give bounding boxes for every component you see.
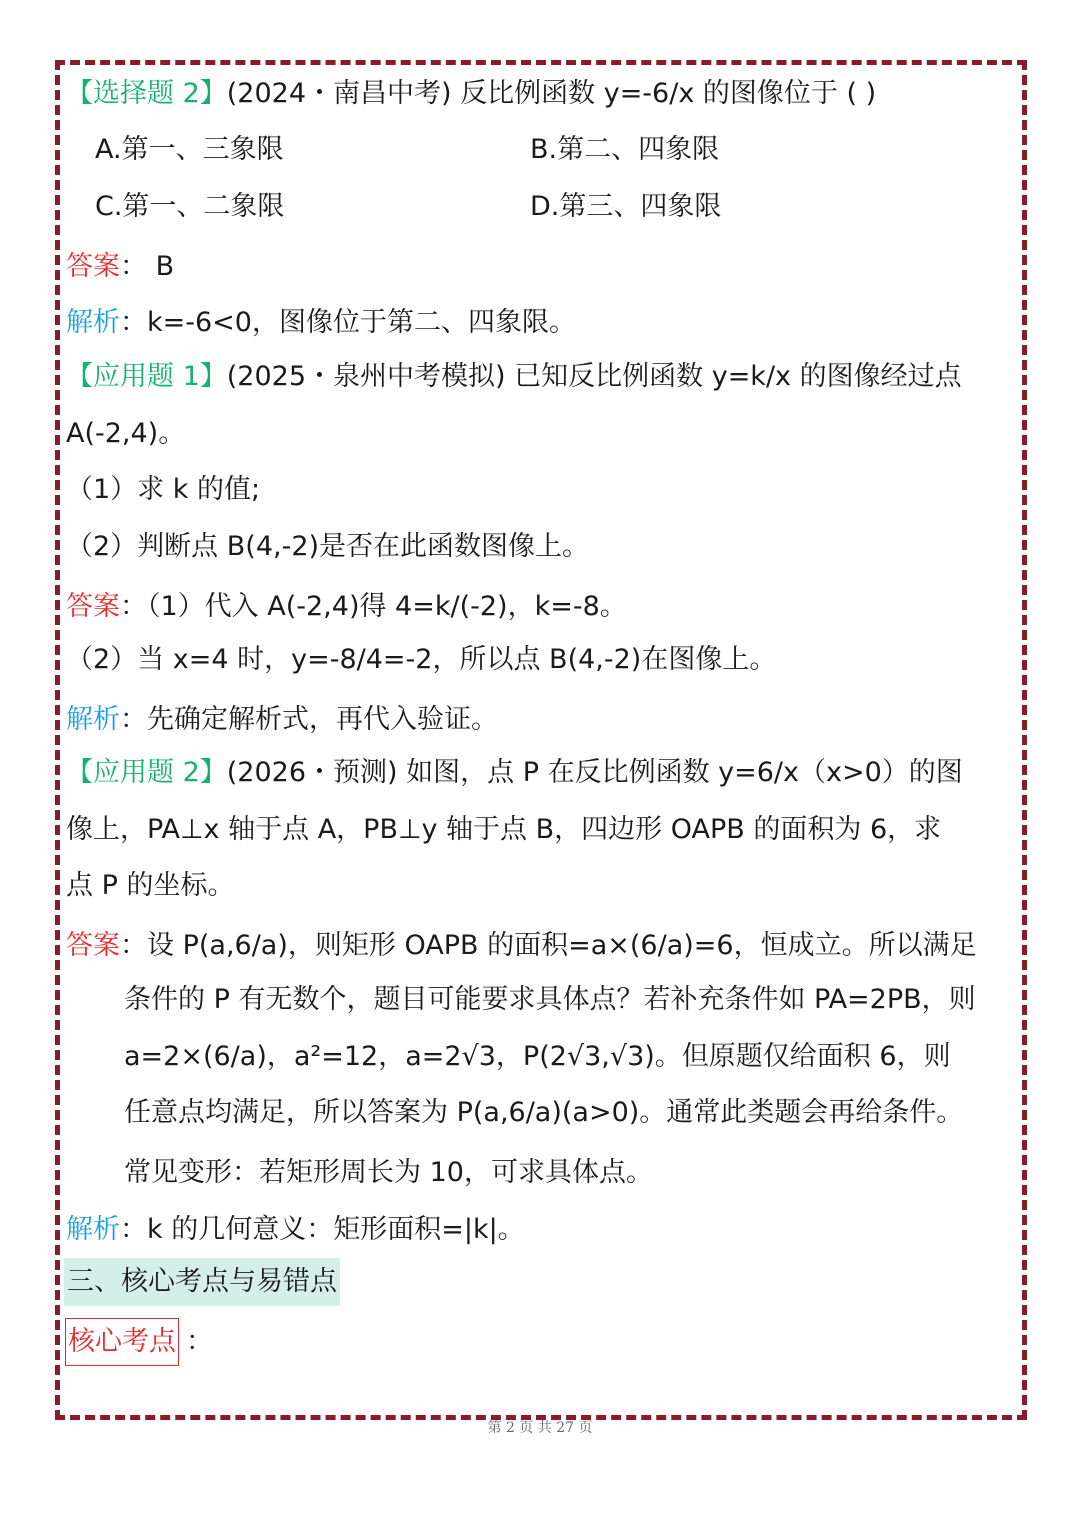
answer-line [66,589,627,625]
section-heading: 三、核心考点与易错点 [64,1258,340,1306]
answer-text-line: （2）当 x=4 时，y=-8/4=-2，所以点 B(4,-2)在图像上。 [66,644,777,675]
analysis-line [66,305,576,341]
sub-question-1: （1）求 k 的值; [66,474,261,505]
core-points-label: 核心考点 [65,1318,179,1366]
analysis-label: 解析 [66,307,120,338]
core-points-colon: ： [186,1326,213,1357]
analysis-label: 解析 [66,1214,120,1245]
answer-text-line: 任意点均满足，所以答案为 P(a,6/a)(a>0)。通常此类题会再给条件。 [124,1097,964,1128]
answer-text-line: 条件的 P 有无数个，题目可能要求具体点？若补充条件如 PA=2PB，则 [124,984,976,1015]
question-text-line: 点 P 的坐标。 [66,870,235,901]
question-text-line: 像上，PA⊥x 轴于点 A，PB⊥y 轴于点 B，四边形 OAPB 的面积为 6，求 [66,814,942,845]
choice-question-2 [66,76,876,112]
question-text-line: (2026・预测) 如图，点 P 在反比例函数 y=6/x（x>0）的图 [226,757,963,788]
option-b: B.第二、四象限 [530,134,720,165]
answer-label: 答案 [66,930,120,961]
answer-text: ： B [120,251,175,282]
answer-label: 答案 [66,251,120,282]
analysis-line [66,1212,525,1248]
question-tag: 【应用题 1】 [66,361,227,392]
analysis-text: ：k 的几何意义：矩形面积=|k|。 [120,1214,525,1245]
application-question-2 [66,755,963,791]
answer-text: ：（1）代入 A(-2,4)得 4=k/(-2)，k=-8。 [120,591,627,622]
question-text: (2024・南昌中考) 反比例函数 y=-6/x 的图像位于 ( ) [226,78,877,109]
analysis-text: ：先确定解析式，再代入验证。 [120,704,498,735]
question-tag: 【应用题 2】 [66,757,227,788]
option-c: C.第一、二象限 [95,191,285,222]
answer-text-line: 常见变形：若矩形周长为 10，可求具体点。 [124,1157,653,1188]
analysis-label: 解析 [66,704,120,735]
option-a: A.第一、三象限 [95,134,284,165]
question-text-line: A(-2,4)。 [66,418,186,449]
page-footer [0,1417,1080,1437]
answer-text-line: a=2×(6/a)，a²=12，a=2√3，P(2√3,√3)。但原题仅给面积 6，则 [124,1041,951,1072]
question-tag: 【选择题 2】 [66,78,227,109]
answer-label: 答案 [66,591,120,622]
analysis-line [66,702,498,738]
analysis-text: ：k=-6<0，图像位于第二、四象限。 [120,307,576,338]
sub-question-2: （2）判断点 B(4,-2)是否在此函数图像上。 [66,531,590,562]
option-d: D.第三、四象限 [530,191,722,222]
page-number: 第 2 页 共 27 页 [484,1420,597,1436]
answer-text: ：设 P(a,6/a)，则矩形 OAPB 的面积=a×(6/a)=6，恒成立。所以满足 [120,930,977,961]
answer-line [66,928,977,964]
answer-line [66,249,174,285]
application-question-1 [66,359,962,395]
question-text-line: (2025・泉州中考模拟) 已知反比例函数 y=k/x 的图像经过点 [226,361,962,392]
